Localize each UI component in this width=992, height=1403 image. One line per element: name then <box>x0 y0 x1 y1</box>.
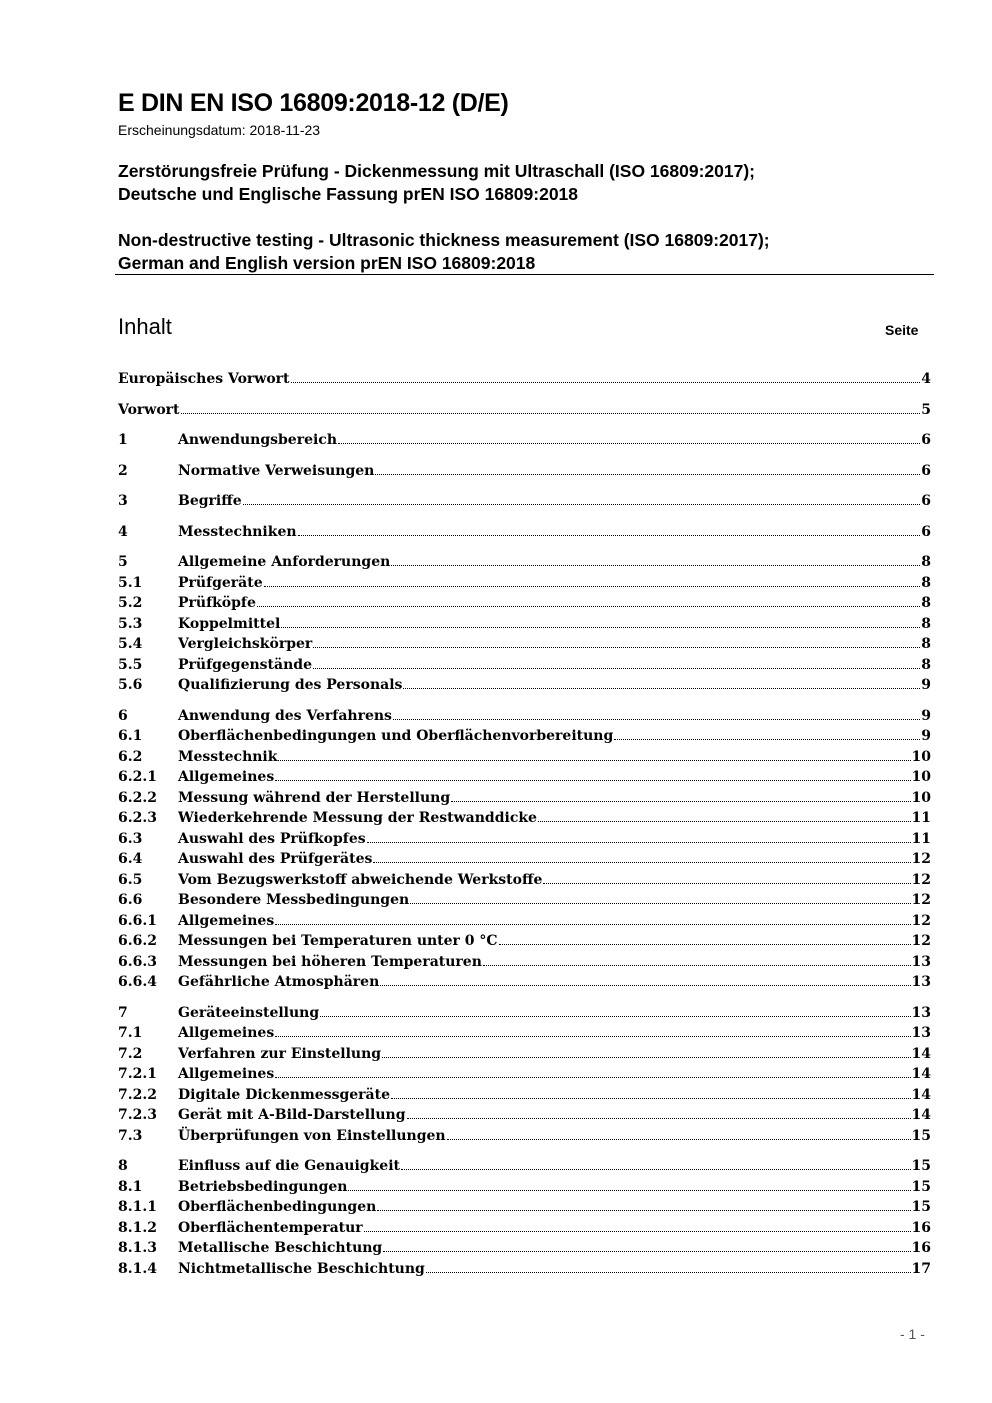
toc-entry-number: 6.5 <box>118 871 143 888</box>
toc-entry-number: 6.4 <box>118 851 143 867</box>
toc-entry[interactable] <box>118 870 931 891</box>
toc-entry[interactable] <box>118 890 931 911</box>
toc-entry-number: 8.1.4 <box>118 1260 157 1277</box>
toc-page-label: Seite <box>885 322 919 338</box>
toc-entry-page: 14 <box>911 1066 931 1082</box>
toc-dot-leader <box>313 668 920 669</box>
toc-entry-title: Oberflächenbedingungen und Oberflächenvorbereitung <box>178 728 614 744</box>
toc-entry[interactable] <box>118 614 931 635</box>
toc-entry-title: Nichtmetallische Beschichtung <box>178 1260 425 1277</box>
toc-entry-number: 6.3 <box>118 830 143 847</box>
toc-entry-page: 12 <box>911 933 931 949</box>
toc-entry-page: 11 <box>911 830 931 847</box>
toc-dot-leader <box>391 565 920 566</box>
toc-dot-leader <box>275 1077 910 1078</box>
toc-entry-number: 6.2.3 <box>118 810 157 826</box>
toc-entry-page: 12 <box>911 851 931 867</box>
toc-entry-title: Geräteeinstellung <box>178 1004 320 1021</box>
toc-entry-number: 8.1.1 <box>118 1199 157 1215</box>
toc-entry-number: 5.1 <box>118 574 143 591</box>
toc-entry[interactable] <box>118 634 931 655</box>
toc-entry[interactable] <box>118 1218 931 1239</box>
toc-entry-number: 5.4 <box>118 636 143 652</box>
toc-entry-title: Allgemeines <box>178 1025 275 1041</box>
toc-dot-leader <box>483 965 911 966</box>
toc-dot-leader <box>538 821 911 822</box>
toc-entry-number: 4 <box>118 523 128 540</box>
toc-entry[interactable] <box>118 767 931 788</box>
toc-dot-leader <box>380 985 910 986</box>
toc-entry-page: 13 <box>911 953 931 970</box>
toc-entry-title: Anwendungsbereich <box>178 432 337 448</box>
toc-entry-title: Auswahl des Prüfkopfes <box>178 830 366 847</box>
title-german-line: Zerstörungsfreie Prüfung - Dickenmessung mit Ultraschall (ISO 16809:2017); <box>118 161 755 181</box>
toc-entry-page: 8 <box>921 554 931 570</box>
toc-entry[interactable] <box>118 1126 931 1147</box>
toc-entry-title: Messtechnik <box>178 748 278 765</box>
title-english <box>118 229 770 275</box>
toc-entry-number: 5 <box>118 554 128 570</box>
toc-entry-number: 5.6 <box>118 677 143 693</box>
toc-entry-page: 12 <box>911 912 931 929</box>
toc-entry[interactable] <box>118 788 931 809</box>
toc-entry-title: Anwendung des Verfahrens <box>178 707 392 724</box>
toc-entry-page: 8 <box>921 595 931 611</box>
toc-entry-number: 6.1 <box>118 728 143 744</box>
title-english-line: German and English version prEN ISO 16809:2018 <box>118 253 536 273</box>
toc-dot-leader <box>278 760 910 761</box>
toc-dot-leader <box>393 719 920 720</box>
toc-dot-leader <box>338 443 920 444</box>
toc-entry-page: 13 <box>911 1025 931 1041</box>
toc-entry-number: 8 <box>118 1158 128 1174</box>
toc-entry-title: Wiederkehrende Messung der Restwanddicke <box>178 810 537 826</box>
toc-entry-page: 8 <box>921 656 931 673</box>
toc-entry-title: Metallische Beschichtung <box>178 1240 383 1256</box>
toc-entry-title: Allgemeines <box>178 1066 275 1082</box>
toc-entry-number: 6.6.1 <box>118 912 157 929</box>
title-german-line: Deutsche und Englische Fassung prEN ISO 16809:2018 <box>118 184 579 204</box>
toc-entry-title: Gefährliche Atmosphären <box>178 974 380 990</box>
toc-entry-number: 5.2 <box>118 595 143 611</box>
toc-entry-title: Einfluss auf die Genauigkeit <box>178 1158 400 1174</box>
toc-entry-page: 15 <box>911 1158 931 1174</box>
toc-entry-page: 10 <box>911 789 931 806</box>
toc-entry[interactable] <box>118 1238 931 1259</box>
toc-entry-number: 5.3 <box>118 615 143 632</box>
toc-entry-page: 17 <box>911 1260 931 1277</box>
title-english-line: Non-destructive testing - Ultrasonic thickness measurement (ISO 16809:2017); <box>118 230 770 250</box>
toc-entry[interactable] <box>118 726 931 747</box>
toc-dot-leader <box>373 862 910 863</box>
toc-entry-page: 10 <box>911 769 931 785</box>
toc-entry[interactable] <box>118 1023 931 1044</box>
toc-entry-page: 4 <box>921 371 931 387</box>
toc-dot-leader <box>313 647 920 648</box>
toc-entry-page: 12 <box>911 892 931 908</box>
toc-entry-title: Oberflächentemperatur <box>178 1219 363 1236</box>
toc-entry-title: Auswahl des Prüfgerätes <box>178 851 373 867</box>
toc-entry[interactable] <box>118 849 931 870</box>
toc-entry[interactable] <box>118 747 931 768</box>
toc-entry[interactable] <box>118 972 931 993</box>
toc-entry-page: 9 <box>921 677 931 693</box>
toc-entry-page: 6 <box>921 432 931 448</box>
toc-entry[interactable] <box>118 1259 931 1280</box>
toc-entry[interactable] <box>118 1177 931 1198</box>
toc-entry-page: 9 <box>921 728 931 744</box>
toc-entry[interactable] <box>118 931 931 952</box>
toc-entry-number: 7.2.3 <box>118 1107 157 1123</box>
toc-entry-title: Überprüfungen von Einstellungen <box>178 1127 446 1144</box>
toc-dot-leader <box>181 413 921 414</box>
toc-entry-title: Allgemeines <box>178 769 275 785</box>
toc-dot-leader <box>320 1016 910 1017</box>
toc-entry-number: 8.1.2 <box>118 1219 157 1236</box>
toc-dot-leader <box>348 1190 910 1191</box>
page-number: - 1 - <box>900 1326 925 1342</box>
toc-entry[interactable] <box>118 491 931 512</box>
toc-entry-page: 8 <box>921 615 931 632</box>
toc-entry-number: 6.2 <box>118 748 143 765</box>
toc-entry-page: 13 <box>911 974 931 990</box>
toc-dot-leader <box>257 606 920 607</box>
toc-dot-leader <box>426 1272 911 1273</box>
toc-entry-number: 6.6.3 <box>118 953 157 970</box>
toc-entry-title: Allgemeine Anforderungen <box>178 554 391 570</box>
toc-entry-page: 15 <box>911 1127 931 1144</box>
toc-entry[interactable] <box>118 706 931 727</box>
toc-entry-page: 15 <box>911 1199 931 1215</box>
toc-dot-leader <box>401 1169 911 1170</box>
toc-dot-leader <box>298 535 921 536</box>
toc-entry[interactable] <box>118 369 931 390</box>
toc-entry-number: 7.2.1 <box>118 1066 157 1082</box>
toc-entry-page: 16 <box>911 1219 931 1236</box>
toc-entry-title: Digitale Dickenmessgeräte <box>178 1086 390 1103</box>
toc-dot-leader <box>410 903 910 904</box>
toc-entry[interactable] <box>118 952 931 973</box>
toc-entry-page: 6 <box>921 493 931 509</box>
toc-entry-page: 5 <box>921 401 931 418</box>
toc-dot-leader <box>383 1251 910 1252</box>
toc-entry-number: 2 <box>118 462 128 479</box>
toc-entry-title: Messtechniken <box>178 523 297 540</box>
toc-dot-leader <box>377 1210 910 1211</box>
toc-entry[interactable] <box>118 573 931 594</box>
toc-entry-page: 14 <box>911 1107 931 1123</box>
title-german <box>118 160 755 206</box>
toc-entry-page: 13 <box>911 1004 931 1021</box>
toc-entry-title: Normative Verweisungen <box>178 462 375 479</box>
toc-entry-number: 1 <box>118 432 128 448</box>
toc-entry-title: Prüfgegenstände <box>178 656 312 673</box>
toc-dot-leader <box>367 842 911 843</box>
toc-entry[interactable] <box>118 1003 931 1024</box>
toc-entry-title: Verfahren zur Einstellung <box>178 1045 382 1062</box>
toc-heading: Inhalt <box>118 314 172 339</box>
toc-dot-leader <box>543 883 910 884</box>
toc-entry-number: 8.1.3 <box>118 1240 157 1256</box>
toc-dot-leader <box>281 627 920 628</box>
toc-dot-leader <box>264 586 921 587</box>
toc-entry[interactable] <box>118 1044 931 1065</box>
toc-entry-number: 5.5 <box>118 656 143 673</box>
toc-dot-leader <box>275 780 910 781</box>
toc-entry-title: Besondere Messbedingungen <box>178 892 410 908</box>
document-id: E DIN EN ISO 16809:2018-12 (D/E) <box>118 89 509 117</box>
toc-dot-leader <box>243 504 921 505</box>
toc-dot-leader <box>391 1098 911 1099</box>
toc-dot-leader <box>403 688 920 689</box>
toc-entry-title: Messungen bei höheren Temperaturen <box>178 953 482 970</box>
toc-entry-title: Vergleichskörper <box>178 636 313 652</box>
toc-entry-title: Messung während der Herstellung <box>178 789 451 806</box>
toc-entry-number: 7 <box>118 1004 128 1021</box>
toc-entry-number: 6 <box>118 707 128 724</box>
release-date: Erscheinungsdatum: 2018-11-23 <box>118 122 321 138</box>
toc-entry-number: 6.6.4 <box>118 974 157 990</box>
toc-dot-leader <box>614 739 920 740</box>
toc-entry-page: 16 <box>911 1240 931 1256</box>
toc-entry-number: 8.1 <box>118 1178 143 1195</box>
table-of-contents <box>118 369 931 1279</box>
toc-entry-number: 6.2.1 <box>118 769 157 785</box>
toc-entry-page: 11 <box>911 810 931 826</box>
toc-entry-number: 3 <box>118 493 128 509</box>
toc-entry[interactable] <box>118 655 931 676</box>
toc-entry-number: 6.6 <box>118 892 143 908</box>
toc-entry-page: 10 <box>911 748 931 765</box>
toc-dot-leader <box>275 1036 910 1037</box>
toc-dot-leader <box>499 944 911 945</box>
toc-dot-leader <box>364 1231 911 1232</box>
toc-entry[interactable] <box>118 829 931 850</box>
toc-entry-page: 12 <box>911 871 931 888</box>
toc-dot-leader <box>291 382 921 383</box>
toc-entry[interactable] <box>118 552 931 573</box>
toc-entry[interactable] <box>118 911 931 932</box>
toc-entry[interactable] <box>118 675 931 696</box>
header-divider <box>115 274 934 275</box>
toc-entry[interactable] <box>118 1105 931 1126</box>
toc-entry-page: 15 <box>911 1178 931 1195</box>
toc-entry-page: 6 <box>921 523 931 540</box>
toc-entry-number: 6.2.2 <box>118 789 157 806</box>
toc-entry-number: 7.2.2 <box>118 1086 157 1103</box>
toc-entry-title: Europäisches Vorwort <box>118 371 290 387</box>
toc-entry[interactable] <box>118 808 931 829</box>
toc-entry-title: Prüfköpfe <box>178 595 256 611</box>
toc-dot-leader <box>451 801 910 802</box>
toc-entry-number: 6.6.2 <box>118 933 157 949</box>
toc-entry-title: Qualifizierung des Personals <box>178 677 403 693</box>
toc-entry[interactable] <box>118 1064 931 1085</box>
toc-entry-title: Vorwort <box>118 401 180 418</box>
toc-dot-leader <box>407 1118 911 1119</box>
toc-entry-title: Vom Bezugswerkstoff abweichende Werkstoffe <box>178 871 543 888</box>
toc-entry-title: Oberflächenbedingungen <box>178 1199 377 1215</box>
toc-entry-number: 7.2 <box>118 1045 143 1062</box>
toc-entry-page: 6 <box>921 462 931 479</box>
toc-entry[interactable] <box>118 593 931 614</box>
toc-entry-title: Begriffe <box>178 493 242 509</box>
toc-dot-leader <box>375 474 920 475</box>
toc-entry[interactable] <box>118 522 931 543</box>
toc-entry-title: Betriebsbedingungen <box>178 1178 348 1195</box>
toc-entry-number: 7.1 <box>118 1025 143 1041</box>
toc-entry[interactable] <box>118 1156 931 1177</box>
toc-entry-title: Allgemeines <box>178 912 275 929</box>
toc-entry-title: Koppelmittel <box>178 615 281 632</box>
toc-entry[interactable] <box>118 1197 931 1218</box>
toc-dot-leader <box>447 1139 911 1140</box>
toc-entry-page: 8 <box>921 636 931 652</box>
toc-entry-page: 14 <box>911 1045 931 1062</box>
toc-entry[interactable] <box>118 461 931 482</box>
toc-entry-title: Messungen bei Temperaturen unter 0 °C <box>178 933 498 949</box>
toc-dot-leader <box>275 924 910 925</box>
toc-entry-page: 14 <box>911 1086 931 1103</box>
toc-entry[interactable] <box>118 400 931 421</box>
toc-entry[interactable] <box>118 1085 931 1106</box>
toc-entry-number: 7.3 <box>118 1127 143 1144</box>
toc-entry[interactable] <box>118 430 931 451</box>
toc-dot-leader <box>382 1057 910 1058</box>
toc-entry-page: 8 <box>921 574 931 591</box>
toc-entry-title: Gerät mit A-Bild-Darstellung <box>178 1107 406 1123</box>
toc-entry-page: 9 <box>921 707 931 724</box>
toc-entry-title: Prüfgeräte <box>178 574 263 591</box>
